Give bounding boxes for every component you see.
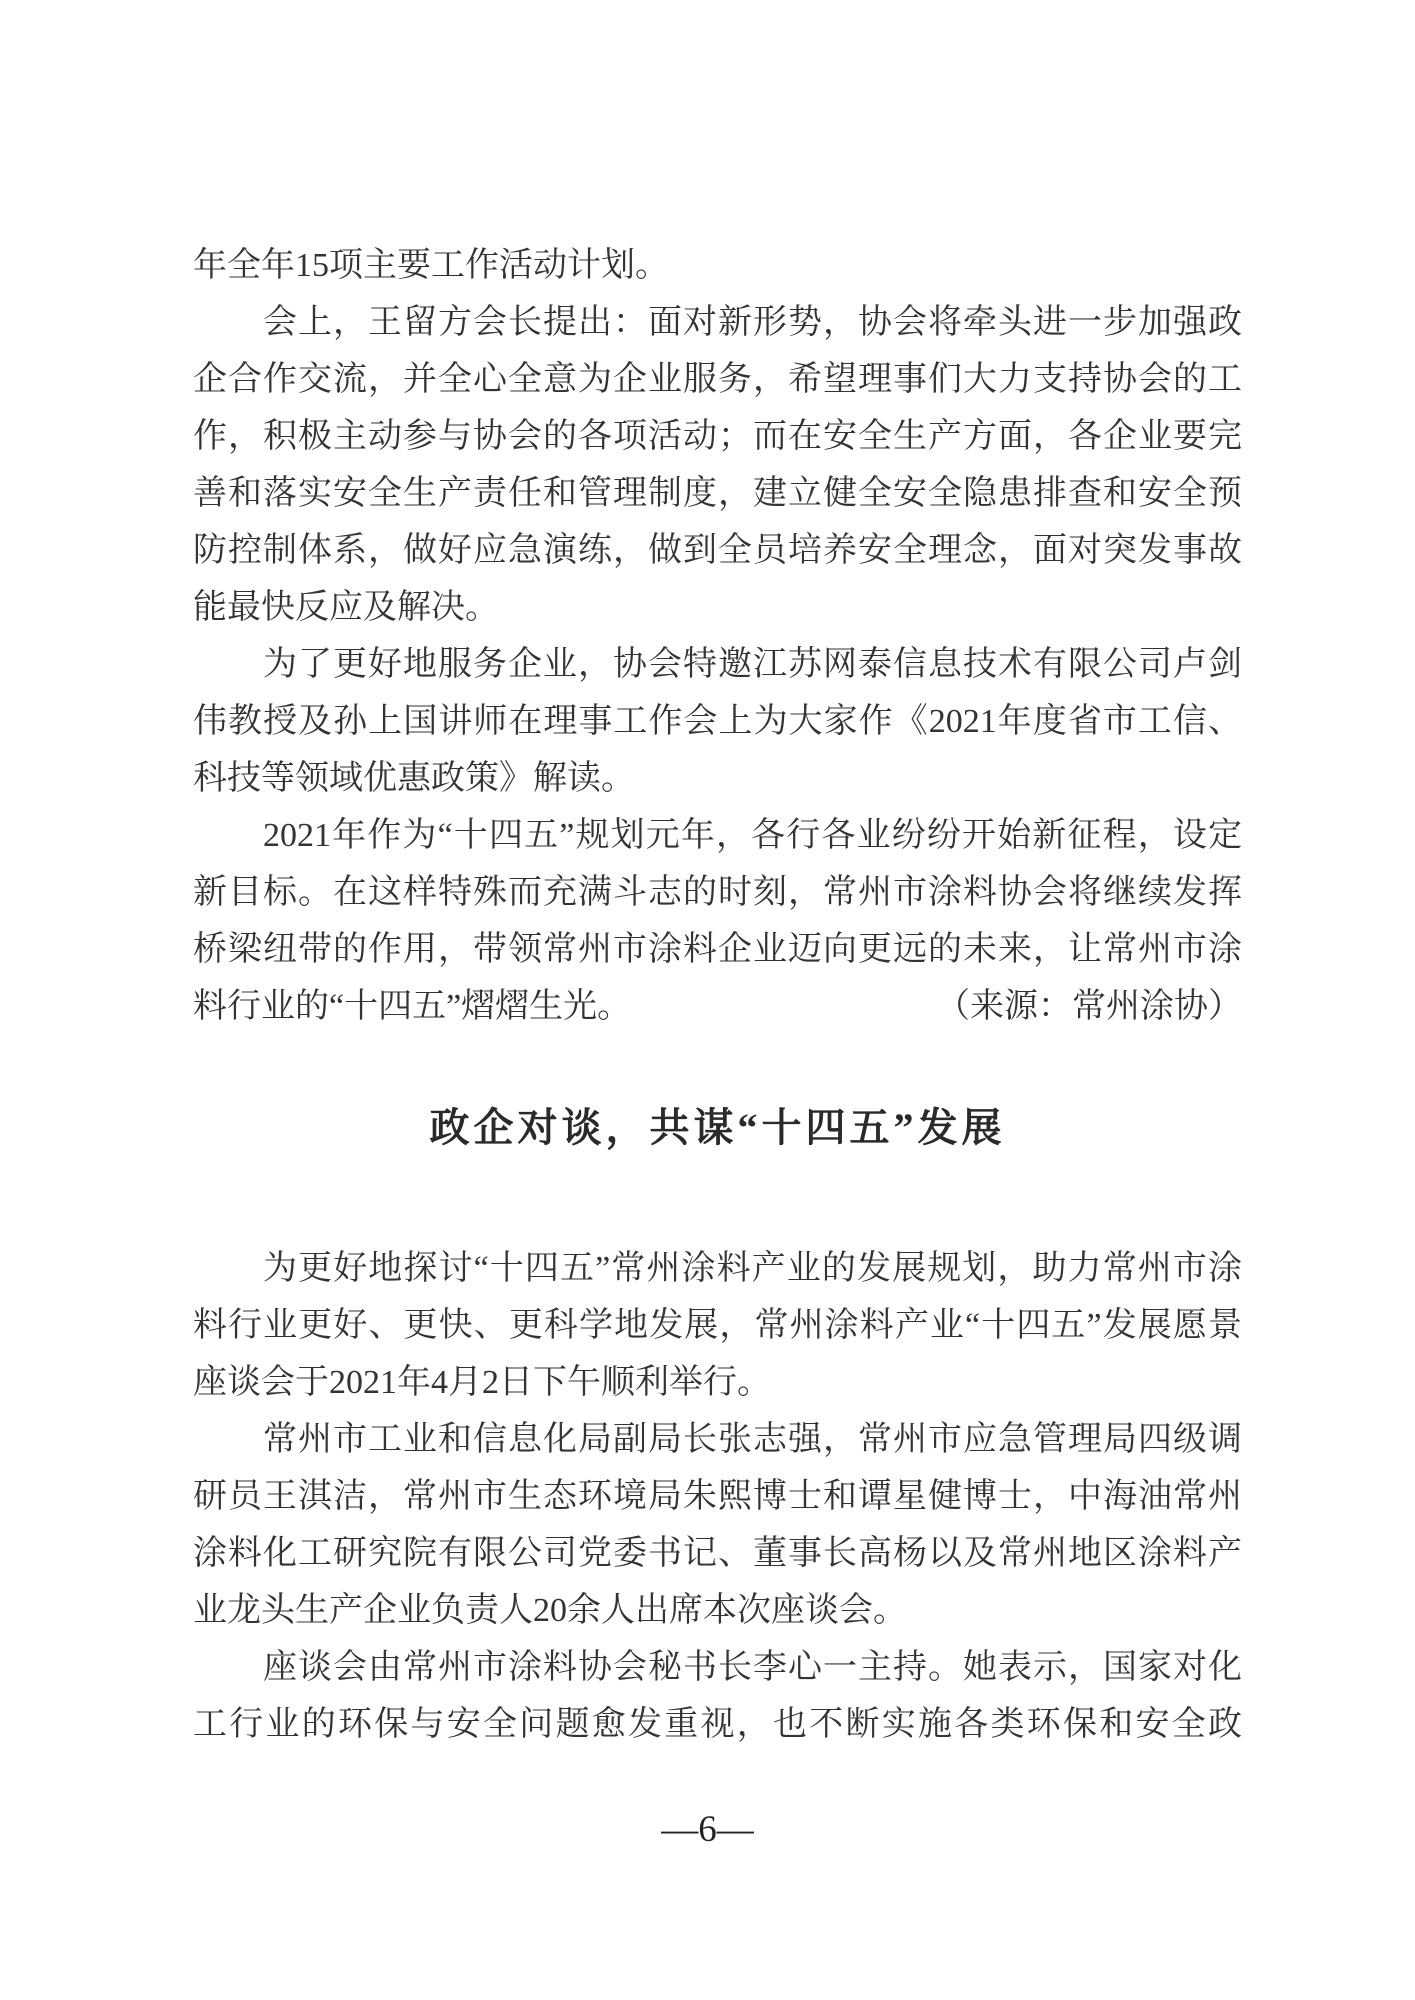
text-line: 座谈会由常州市涂料协会秘书长李心一主持。她表示，国家对化: [263, 1649, 1242, 1686]
text-line: 桥梁纽带的作用，带领常州市涂料企业迈向更远的未来，让常州市涂: [193, 931, 1242, 968]
page-number: —6—: [661, 1809, 754, 1850]
text-line: 企合作交流，并全心全意为企业服务，希望理事们大力支持协会的工: [193, 361, 1242, 398]
text-line: 业龙头生产企业负责人20余人出席本次座谈会。: [193, 1592, 907, 1629]
closing-text: 料行业的“十四五”熠熠生光。: [193, 988, 632, 1025]
text-line: 工行业的环保与安全问题愈发重视，也不断实施各类环保和安全政: [193, 1706, 1242, 1743]
text-line: 为了更好地服务企业，协会特邀江苏网泰信息技术有限公司卢剑: [263, 646, 1242, 683]
article-heading: 政企对谈，共谋“十四五”发展: [429, 1105, 1006, 1150]
closing-line: [193, 978, 1242, 1035]
text-line: 科技等领域优惠政策》解读。: [193, 760, 635, 797]
article-1-body: [193, 237, 1242, 1035]
text-line: 料行业更好、更快、更科学地发展，常州涂料产业“十四五”发展愿景: [193, 1307, 1242, 1344]
text-line: 为更好地探讨“十四五”常州涂料产业的发展规划，助力常州市涂: [263, 1250, 1242, 1287]
text-line: 防控制体系，做好应急演练，做到全员培养安全理念，面对突发事故: [193, 532, 1242, 569]
text-line: 新目标。在这样特殊而充满斗志的时刻，常州市涂料协会将继续发挥: [193, 874, 1242, 911]
article-1-lines: [193, 237, 1242, 978]
article-2-body: [193, 1240, 1242, 1753]
text-line: 座谈会于2021年4月2日下午顺利举行。: [193, 1364, 771, 1401]
source-attribution: （来源：常州涂协）: [936, 988, 1242, 1025]
text-line: 善和落实安全生产责任和管理制度，建立健全安全隐患排查和安全预: [193, 475, 1242, 512]
text-line: 作，积极主动参与协会的各项活动；而在安全生产方面，各企业要完: [193, 418, 1242, 455]
text-line: 涂料化工研究院有限公司党委书记、董事长高杨以及常州地区涂料产: [193, 1535, 1242, 1572]
text-line: 会上，王留方会长提出：面对新形势，协会将牵头进一步加强政: [263, 304, 1242, 341]
text-line: 伟教授及孙上国讲师在理事工作会上为大家作《2021年度省市工信、: [193, 703, 1242, 740]
text-line: 2021年作为“十四五”规划元年，各行各业纷纷开始新征程，设定: [263, 817, 1242, 854]
text-line: 能最快反应及解决。: [193, 589, 499, 626]
text-line: 年全年15项主要工作活动计划。: [193, 247, 669, 284]
text-line: 研员王淇洁，常州市生态环境局朱熙博士和谭星健博士，中海油常州: [193, 1478, 1242, 1515]
text-line: 常州市工业和信息化局副局长张志强，常州市应急管理局四级调: [263, 1421, 1242, 1458]
article-2-lines: [193, 1240, 1242, 1753]
